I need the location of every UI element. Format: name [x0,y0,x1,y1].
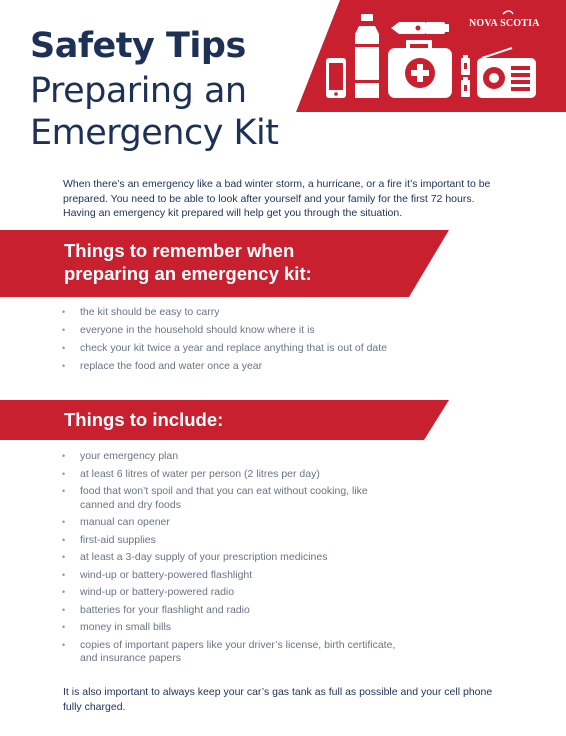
list-item: • first-aid supplies [62,534,402,548]
include-section-band [0,400,450,440]
list-item: • at least 6 litres of water per person (2 litres per day) [62,468,402,482]
remember-section-band [0,230,450,297]
intro-paragraph: When there’s an emergency like a bad winter storm, a hurricane, or a fire it’s important to be prepared. You need to be able to look after yourself and your family for the first 72 hours. Having an emergency kit prepared will help get you through the situation. [63,178,491,219]
remember-section-title-line-1: Things to remember when [64,240,295,261]
page-title: Safety Tips [30,26,246,66]
list-item: • replace the food and water once a year [62,360,482,374]
list-item: • money in small bills [62,621,402,635]
remember-list [62,306,482,374]
list-item: • your emergency plan [62,450,402,464]
first-aid-kit-icon [388,42,452,98]
include-list [62,450,402,666]
list-item: • the kit should be easy to carry [62,306,482,320]
remember-section-title-line-2: preparing an emergency kit: [64,263,312,284]
footer-note: It is also important to always keep your car’s gas tank as full as possible and your cell phone fully charged. [63,686,493,713]
page-subtitle-line-2: Emergency Kit [30,113,279,153]
list-item: • check your kit twice a year and replace anything that is out of date [62,342,482,356]
list-item: • wind-up or battery-powered flashlight [62,569,402,583]
flashlight-icon [391,22,449,34]
page-subtitle-line-1: Preparing an [30,71,247,111]
list-item: • copies of important papers like your driver’s license, birth certificate, and insurance papers [62,639,402,666]
brand-logo-text: NOVA SCOTIA [469,18,540,29]
list-item: • batteries for your flashlight and radio [62,604,402,618]
list-item: • wind-up or battery-powered radio [62,586,402,600]
list-item: • at least a 3-day supply of your prescription medicines [62,551,402,565]
include-section-title: Things to include: [64,409,224,430]
list-item: • everyone in the household should know where it is [62,324,482,338]
cell-phone-icon [326,58,346,98]
list-item: • food that won’t spoil and that you can eat without cooking, like canned and dry foods [62,485,402,512]
list-item: • manual can opener [62,516,402,530]
